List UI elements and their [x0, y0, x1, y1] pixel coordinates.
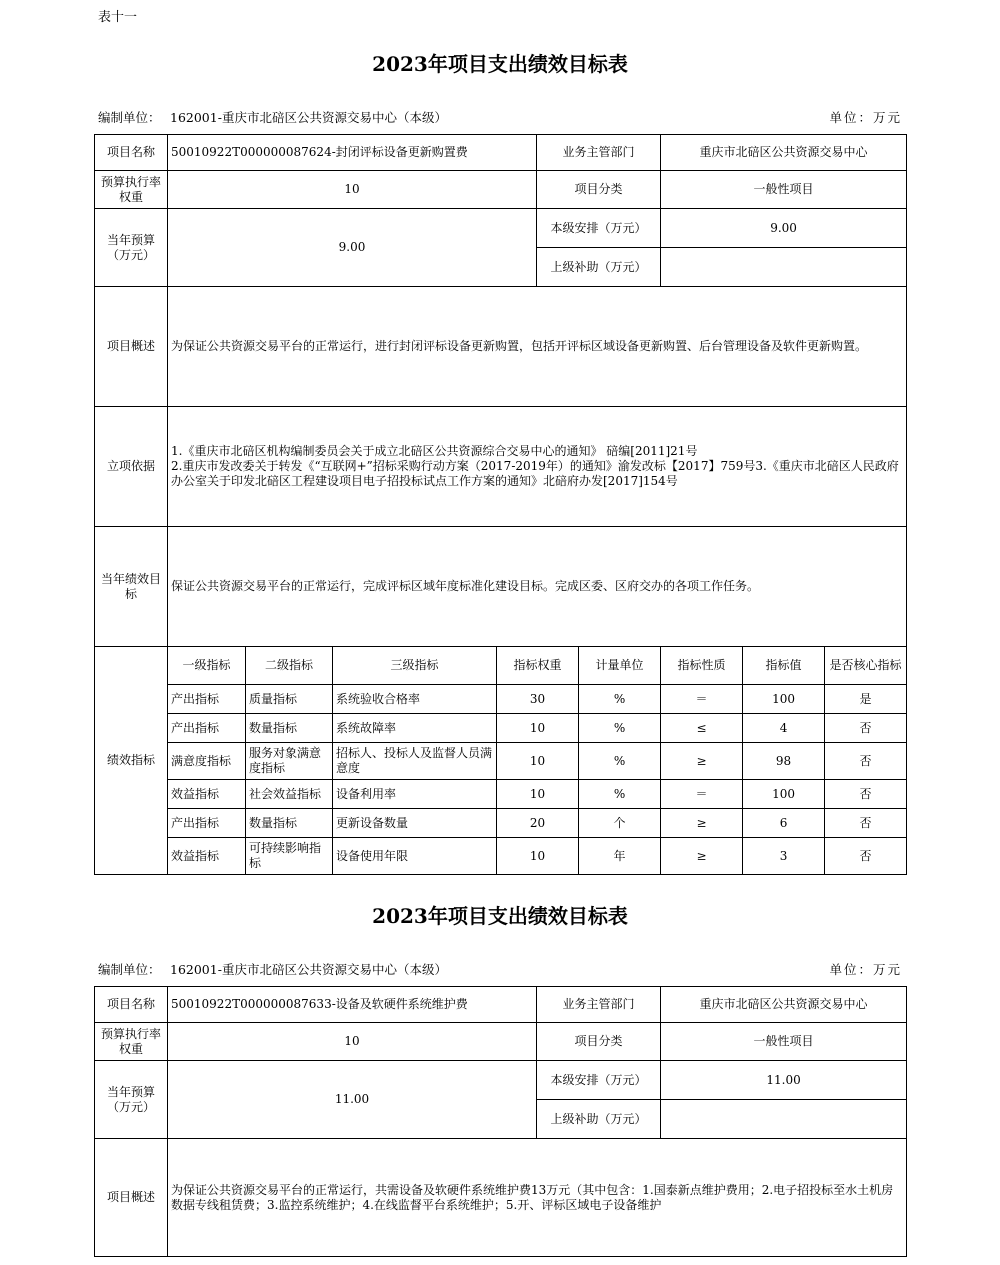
- overview-text: 为保证公共资源交易平台的正常运行，进行封闭评标设备更新购置，包括开评标区域设备更新购置、后台管理设备及软件更新购置。: [168, 287, 907, 407]
- page-tag: 表十一: [98, 10, 138, 25]
- org-value: 162001-重庆市北碚区公共资源交易中心（本级）: [170, 110, 447, 125]
- table-row: [95, 743, 907, 780]
- value-cell: 98: [743, 743, 825, 780]
- level3-cell: 设备使用年限: [333, 838, 497, 875]
- value-cell: 100: [743, 685, 825, 714]
- project-name-label: 项目名称: [95, 135, 168, 171]
- core-cell: 否: [825, 743, 907, 780]
- basis-line-1: 1.《重庆市北碚区机构编制委员会关于成立北碚区公共资源综合交易中心的通知》 碚编[2011]21号: [171, 444, 698, 458]
- category-value: 一般性项目: [661, 171, 907, 209]
- dept-value: 重庆市北碚区公共资源交易中心: [661, 135, 907, 171]
- weight-value: 10: [168, 171, 537, 209]
- local-value: 9.00: [661, 209, 907, 248]
- org-value: 162001-重庆市北碚区公共资源交易中心（本级）: [170, 962, 447, 977]
- nature-cell: ＝: [661, 780, 743, 809]
- level1-cell: 效益指标: [168, 780, 246, 809]
- weight-label: 预算执行率权重: [95, 171, 168, 209]
- overview-label: 项目概述: [95, 287, 168, 407]
- indicator-header: 是否核心指标: [825, 647, 907, 685]
- unit-cell: 年: [579, 838, 661, 875]
- superior-value: [661, 248, 907, 287]
- goal-text: 保证公共资源交易平台的正常运行，完成评标区域年度标准化建设目标。完成区委、区府交办的各项工作任务。: [168, 527, 907, 647]
- unit-cell: %: [579, 743, 661, 780]
- value-cell: 4: [743, 714, 825, 743]
- org-label: 编制单位：: [98, 110, 161, 125]
- nature-cell: ≥: [661, 809, 743, 838]
- goal-label: 当年绩效目标: [95, 527, 168, 647]
- level2-cell: 数量指标: [246, 714, 333, 743]
- nature-cell: ≥: [661, 838, 743, 875]
- value-cell: 100: [743, 780, 825, 809]
- table-row: [95, 780, 907, 809]
- project-name: 50010922T000000087633-设备及软硬件系统维护费: [168, 987, 537, 1023]
- indicator-header: 计量单位: [579, 647, 661, 685]
- core-cell: 否: [825, 809, 907, 838]
- org-label: 编制单位：: [98, 962, 161, 977]
- level1-cell: 产出指标: [168, 685, 246, 714]
- indicator-header: 三级指标: [333, 647, 497, 685]
- performance-table: [94, 986, 907, 1257]
- local-value: 11.00: [661, 1061, 907, 1100]
- basis-text: [168, 407, 907, 527]
- basis-line-2: 2.重庆市发改委关于转发《“互联网+”招标采购行动方案（2017-2019年）的通知》渝发改标【2017】759号3.《重庆市北碚区人民政府办公室关于印发北碚区工程建设项目电子招投标试点工作方案的通知》北碚府办发[2017]154号: [171, 459, 899, 488]
- nature-cell: ≤: [661, 714, 743, 743]
- level2-cell: 社会效益指标: [246, 780, 333, 809]
- project-name-label: 项目名称: [95, 987, 168, 1023]
- table-row: [95, 809, 907, 838]
- level2-cell: 服务对象满意度指标: [246, 743, 333, 780]
- dept-value: 重庆市北碚区公共资源交易中心: [661, 987, 907, 1023]
- superior-label: 上级补助（万元）: [537, 248, 661, 287]
- level2-cell: 可持续影响指标: [246, 838, 333, 875]
- unit-cell: %: [579, 780, 661, 809]
- local-label: 本级安排（万元）: [537, 209, 661, 248]
- table-row: [95, 685, 907, 714]
- level3-cell: 招标人、投标人及监督人员满意度: [333, 743, 497, 780]
- level1-cell: 产出指标: [168, 809, 246, 838]
- superior-value: [661, 1100, 907, 1139]
- table-title: 2023年项目支出绩效目标表: [372, 904, 628, 928]
- indicators-label: 绩效指标: [95, 647, 168, 875]
- basis-label: 立项依据: [95, 407, 168, 527]
- weight-cell: 10: [497, 743, 579, 780]
- nature-cell: ＝: [661, 685, 743, 714]
- unit-cell: %: [579, 685, 661, 714]
- unit-label: 单位：万元: [829, 962, 902, 977]
- unit-cell: %: [579, 714, 661, 743]
- superior-label: 上级补助（万元）: [537, 1100, 661, 1139]
- project-name: 50010922T000000087624-封闭评标设备更新购置费: [168, 135, 537, 171]
- level3-cell: 系统故障率: [333, 714, 497, 743]
- level3-cell: 更新设备数量: [333, 809, 497, 838]
- indicator-header: 二级指标: [246, 647, 333, 685]
- level2-cell: 数量指标: [246, 809, 333, 838]
- table-row: [95, 838, 907, 875]
- budget-value: 9.00: [168, 209, 537, 287]
- local-label: 本级安排（万元）: [537, 1061, 661, 1100]
- weight-label: 预算执行率权重: [95, 1023, 168, 1061]
- indicator-header: 一级指标: [168, 647, 246, 685]
- dept-label: 业务主管部门: [537, 987, 661, 1023]
- unit-label: 单位：万元: [829, 110, 902, 125]
- weight-cell: 20: [497, 809, 579, 838]
- weight-cell: 30: [497, 685, 579, 714]
- weight-cell: 10: [497, 780, 579, 809]
- core-cell: 是: [825, 685, 907, 714]
- level1-cell: 效益指标: [168, 838, 246, 875]
- indicator-header: 指标性质: [661, 647, 743, 685]
- indicator-header: 指标值: [743, 647, 825, 685]
- weight-value: 10: [168, 1023, 537, 1061]
- weight-cell: 10: [497, 714, 579, 743]
- unit-cell: 个: [579, 809, 661, 838]
- core-cell: 否: [825, 780, 907, 809]
- budget-label: 当年预算（万元）: [95, 1061, 168, 1139]
- value-cell: 3: [743, 838, 825, 875]
- nature-cell: ≥: [661, 743, 743, 780]
- level3-cell: 系统验收合格率: [333, 685, 497, 714]
- indicator-header: 指标权重: [497, 647, 579, 685]
- overview-label: 项目概述: [95, 1139, 168, 1257]
- value-cell: 6: [743, 809, 825, 838]
- level1-cell: 满意度指标: [168, 743, 246, 780]
- core-cell: 否: [825, 714, 907, 743]
- level2-cell: 质量指标: [246, 685, 333, 714]
- level1-cell: 产出指标: [168, 714, 246, 743]
- budget-label: 当年预算（万元）: [95, 209, 168, 287]
- table-row: [95, 714, 907, 743]
- table-title: 2023年项目支出绩效目标表: [372, 52, 628, 76]
- performance-table: [94, 134, 907, 875]
- weight-cell: 10: [497, 838, 579, 875]
- category-label: 项目分类: [537, 171, 661, 209]
- category-label: 项目分类: [537, 1023, 661, 1061]
- dept-label: 业务主管部门: [537, 135, 661, 171]
- level3-cell: 设备利用率: [333, 780, 497, 809]
- category-value: 一般性项目: [661, 1023, 907, 1061]
- budget-value: 11.00: [168, 1061, 537, 1139]
- overview-text: 为保证公共资源交易平台的正常运行，共需设备及软硬件系统维护费13万元（其中包含：1.国泰新点维护费用；2.电子招投标至水土机房数据专线租赁费；3.监控系统维护；4.在线监督平台系统维护；5.开、评标区域电子设备维护: [168, 1139, 907, 1257]
- core-cell: 否: [825, 838, 907, 875]
